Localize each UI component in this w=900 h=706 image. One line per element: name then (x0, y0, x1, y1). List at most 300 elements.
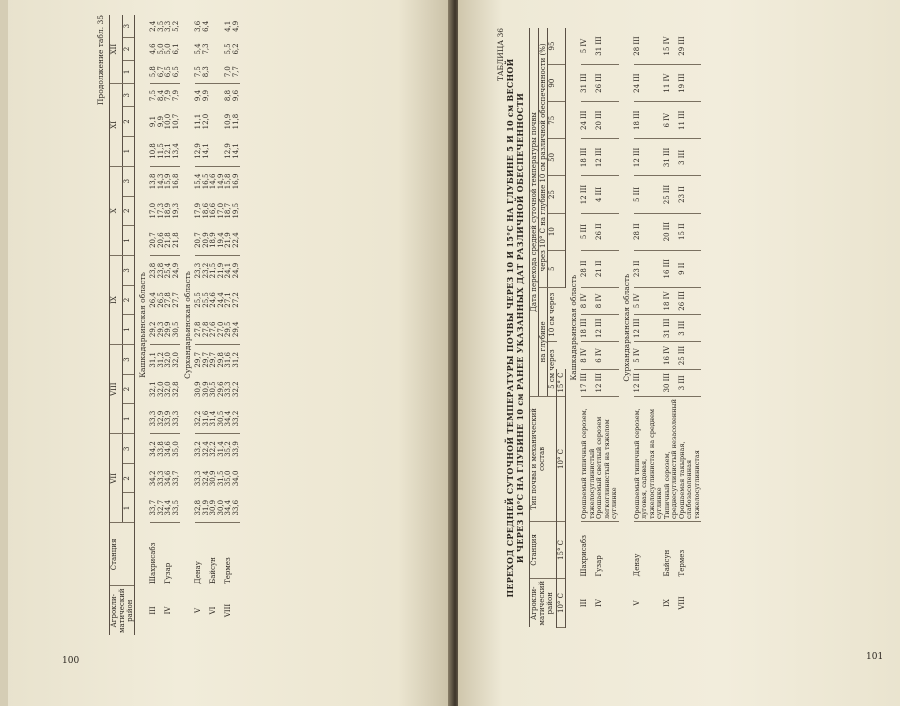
section-row (566, 28, 582, 628)
value-cell: 24,4 (216, 292, 225, 308)
value-cell: 34,4 (165, 493, 173, 523)
decade-header: 1 (122, 225, 135, 255)
probability-column: 25 (548, 176, 566, 213)
value-cell: 5,0 (164, 43, 172, 55)
value-cell: 9,9 (156, 115, 165, 128)
date-cell: 31 III (664, 139, 679, 176)
value-cell: 8,8 (224, 89, 232, 102)
region-cell: IX (662, 599, 671, 607)
value-cell: 30,9 (210, 493, 218, 523)
table-row (679, 28, 702, 628)
value-cell: 31,6 (224, 352, 232, 368)
value-cell: 14,9 (216, 173, 225, 190)
value-cell: 20,9 (203, 225, 211, 255)
value-cell: 23,8 (156, 262, 165, 279)
date-cell: 28 II (634, 213, 664, 250)
value-cell: 21,5 (209, 262, 217, 279)
date-cell: 24 III (581, 102, 596, 139)
month-header: VIII (110, 345, 123, 434)
value-cell: 30,9 (201, 381, 210, 397)
soil-cell: Орошаемая такырная, слабозасоленная тяжелосуглинистая (679, 396, 702, 521)
value-cell: 7,0 (225, 60, 233, 83)
value-cell: 8,3 (203, 60, 211, 83)
date-cell: 9 II (679, 250, 702, 287)
value-cell (210, 136, 218, 166)
region-cell (173, 586, 181, 635)
station-cell: Байсун (209, 557, 217, 584)
value-cell: 3,3 (164, 20, 172, 32)
value-cell: 5,4 (194, 43, 202, 55)
value-cell: 34,0 (231, 470, 240, 487)
value-cell: 3,5 (156, 20, 165, 32)
value-cell: 7,5 (149, 89, 157, 102)
date-cell: 8 IV (581, 342, 596, 369)
value-cell: 26,5 (156, 292, 165, 308)
value-cell: 29,7 (209, 352, 217, 368)
value-cell: 23,2 (201, 262, 210, 279)
value-cell: 29,5 (225, 315, 233, 345)
value-cell (210, 38, 218, 61)
table-row (233, 15, 241, 635)
date-cell: 31 III (596, 28, 619, 65)
value-cell: 29,9 (165, 315, 173, 345)
month-header: X (110, 166, 123, 255)
value-cell: 27,8 (203, 315, 211, 345)
value-cell: 11,1 (194, 113, 202, 130)
probability-column: 5 (548, 250, 566, 287)
value-cell: 6,4 (201, 20, 210, 32)
region-cell: IV (164, 606, 172, 615)
station-cell: Гузар (164, 562, 172, 584)
value-cell: 20,7 (195, 225, 203, 255)
value-cell: 10,0 (164, 113, 172, 130)
probability-column: 90 (548, 65, 566, 102)
value-cell: 17,3 (156, 202, 165, 219)
value-cell: 9,6 (231, 89, 240, 102)
value-cell: 27,0 (218, 315, 226, 345)
month-header: IX (110, 255, 123, 344)
value-cell: 7,5 (195, 60, 203, 83)
value-cell: 6,5 (173, 60, 181, 83)
date-cell: 16 IV (664, 342, 679, 369)
date-cell: 23 II (634, 250, 664, 287)
value-cell: 35,0 (224, 470, 232, 487)
section-row (135, 15, 151, 635)
value-cell: 6,7 (158, 60, 166, 83)
date-cell: 18 IV (664, 287, 679, 314)
value-cell: 32,9 (158, 404, 166, 434)
date-cell: 18 III (581, 139, 596, 176)
soil-cell: Орошаемый светлый серозем легкоглинистый на тяжелом суглинке (596, 396, 619, 521)
value-cell: 35,0 (171, 441, 180, 457)
value-cell: 29,3 (158, 315, 166, 345)
date-cell: 26 III (679, 287, 702, 314)
value-cell: 16,6 (209, 202, 217, 219)
value-cell: 13,4 (173, 136, 181, 166)
station-cell: Байсун (662, 549, 671, 577)
value-cell: 17,0 (149, 202, 157, 219)
value-cell: 4,1 (224, 20, 232, 32)
value-cell (210, 107, 218, 136)
value-cell (210, 84, 218, 107)
month-header: XII (110, 15, 123, 84)
value-cell: 24,6 (209, 292, 217, 308)
value-cell: 27,6 (210, 315, 218, 345)
probability-column: 75 (548, 102, 566, 139)
value-cell: 32,4 (201, 470, 210, 487)
decade-header: 1 (122, 493, 135, 523)
region-cell: IV (595, 599, 603, 607)
value-cell: 27,1 (224, 292, 232, 308)
date-cell: 25 III (679, 342, 702, 369)
decade-header: 2 (122, 375, 135, 404)
value-cell (210, 15, 218, 38)
value-cell: 20,6 (158, 225, 166, 255)
right-page-number: 101 (866, 652, 884, 662)
value-cell: 7,7 (233, 60, 241, 83)
table-label: ТАБЛИЦА 36 (496, 28, 505, 82)
decade-header: 1 (122, 60, 135, 83)
table-row (596, 28, 619, 628)
value-cell: 6,1 (171, 43, 180, 55)
region-column-header: Агрокли-матический район (110, 586, 135, 635)
value-cell: 30,9 (194, 381, 202, 397)
date-cell: 5 IV (581, 28, 596, 65)
date-cell: 5 III (581, 213, 596, 250)
value-cell: 25,4 (164, 262, 172, 279)
value-cell: 31,4 (210, 404, 218, 434)
date-cell: 28 III (634, 28, 664, 65)
table-row (634, 28, 664, 628)
value-cell: 9,9 (201, 89, 210, 102)
date-cell: 20 III (596, 102, 619, 139)
value-cell: 31,4 (216, 441, 225, 457)
value-cell: 31,2 (156, 352, 165, 368)
value-cell: 23,8 (149, 262, 157, 279)
value-cell: 14,3 (156, 173, 165, 190)
section-title: Кашкадарьинская область (569, 274, 578, 381)
value-cell: 8,4 (156, 89, 165, 102)
region-cell: V (194, 607, 202, 614)
soil-header: Тип почвы и механический состав (530, 396, 557, 521)
value-cell: 6,5 (165, 60, 173, 83)
section-row (619, 28, 634, 628)
region-cell: VIII (677, 596, 686, 610)
value-cell: 15,4 (194, 173, 202, 190)
temp-header: 10° С (557, 396, 566, 521)
value-cell: 10,9 (224, 113, 232, 130)
date-group-header: Дата перехода средней суточной температуры почвы (530, 28, 539, 396)
left-table-rotated (96, 15, 240, 635)
value-cell: 33,3 (224, 381, 232, 397)
station-cell: Шахрисабз (149, 542, 157, 584)
value-cell: 26,4 (149, 292, 157, 308)
section-title: Кашкадарьинская область (138, 272, 147, 378)
value-cell: 34,6 (164, 441, 172, 457)
decade-header: 2 (122, 107, 135, 136)
date-cell: 24 III (634, 65, 664, 102)
temp-header: 10° С (557, 578, 566, 627)
date-cell: 12 III (596, 315, 619, 342)
value-cell: 32,0 (164, 381, 172, 397)
value-cell: 12,1 (165, 136, 173, 166)
date-cell: 12 III (634, 139, 664, 176)
value-cell: 33,3 (156, 470, 165, 487)
month-header: VII (110, 434, 123, 523)
decade-header: 2 (122, 285, 135, 314)
value-cell: 2,4 (149, 20, 157, 32)
value-cell: 5,2 (171, 20, 180, 32)
value-cell: 29,7 (194, 352, 202, 368)
decade-header: 2 (122, 38, 135, 61)
date-cell: 12 III (581, 176, 596, 213)
value-cell: 3,6 (194, 20, 202, 32)
depth5-header: 5 см через (548, 342, 557, 397)
value-cell: 33,2 (233, 404, 241, 434)
value-cell: 11,5 (158, 136, 166, 166)
right-data-table (529, 28, 701, 628)
value-cell: 21,8 (173, 225, 181, 255)
value-cell: 19,3 (171, 202, 180, 219)
value-cell: 32,0 (156, 381, 165, 397)
value-cell: 35,2 (224, 441, 232, 457)
continuation-label: Продолжение табл. 35 (96, 15, 105, 106)
date-cell: 6 IV (596, 342, 619, 369)
date-cell: 31 III (664, 315, 679, 342)
value-cell: 32,2 (231, 381, 240, 397)
decade-header: 1 (122, 404, 135, 434)
value-cell: 30,5 (209, 381, 217, 397)
region-cell (233, 586, 241, 635)
value-cell: 31,5 (216, 470, 225, 487)
value-cell: 19,4 (218, 225, 226, 255)
date-cell: 20 III (664, 213, 679, 250)
soil-cell: Орошаемый типичный серозем, тяжелосуглинистый (581, 396, 596, 521)
date-cell: 21 II (596, 250, 619, 287)
value-cell: 24,9 (171, 262, 180, 279)
table-title-line-2: И ЧЕРЕЗ 10°С НА ГЛУБИНЕ 10 см РАНЕЕ УКАЗАННЫХ ДАТ РАЗЛИЧНОЙ ОБЕСПЕЧЕННОСТИ (515, 92, 525, 564)
decade-header: 3 (122, 434, 135, 464)
value-cell: 5,8 (150, 60, 158, 83)
decade-header: 2 (122, 196, 135, 225)
section-title: Сурхандарьинская область (621, 273, 631, 382)
value-cell: 27,8 (195, 315, 203, 345)
value-cell: 24,1 (224, 262, 232, 279)
value-cell: 25,5 (201, 292, 210, 308)
value-cell: 27,8 (164, 292, 172, 308)
value-cell: 25,5 (194, 292, 202, 308)
value-cell: 32,2 (195, 404, 203, 434)
value-cell: 33,9 (165, 404, 173, 434)
date-cell: 12 III (634, 315, 664, 342)
right-page (458, 0, 900, 706)
date-cell: 26 II (596, 213, 619, 250)
date-cell: 11 IV (664, 65, 679, 102)
value-cell: 33,7 (150, 493, 158, 523)
temp-header: 15° С (557, 369, 566, 396)
value-cell: 32,8 (171, 381, 180, 397)
value-cell: 14,1 (203, 136, 211, 166)
value-cell: 20,7 (150, 225, 158, 255)
station-cell: Шахрисабз (580, 535, 588, 577)
date-cell: 29 III (679, 28, 702, 65)
station-cell: Термез (224, 557, 232, 584)
value-cell: 33,3 (194, 470, 202, 487)
value-cell: 21,9 (216, 262, 225, 279)
value-cell: 31,2 (231, 352, 240, 368)
station-column-header: Станция (110, 523, 135, 586)
table-title-line-1: ПЕРЕХОД СРЕДНЕЙ СУТОЧНОЙ ТЕМПЕРАТУРЫ ПОЧВЫ ЧЕРЕЗ 10 И 15°С НА ГЛУБИНЕ 5 И 10 см ВЕСНОЙ (505, 58, 515, 598)
value-cell: 31,9 (203, 493, 211, 523)
station-cell: Гузар (595, 555, 603, 577)
value-cell: 31,1 (149, 352, 157, 368)
station-cell: Денау (632, 553, 641, 577)
value-cell: 16,9 (231, 173, 240, 190)
value-cell: 18,7 (224, 202, 232, 219)
section-row (180, 15, 195, 635)
date-cell: 12 III (596, 369, 619, 396)
section-title: Сурхандарьинская область (183, 271, 192, 379)
value-cell: 33,3 (173, 404, 181, 434)
date-cell: 30 III (664, 369, 679, 396)
value-cell: 34,6 (164, 470, 172, 487)
value-cell: 29,4 (233, 315, 241, 345)
value-cell: 32,0 (164, 352, 172, 368)
value-cell: 34,2 (149, 441, 157, 457)
decade-header: 3 (122, 345, 135, 375)
date-cell: 25 III (664, 176, 679, 213)
region-cell: V (632, 600, 641, 606)
date-cell: 3 III (679, 315, 702, 342)
value-cell: 16,8 (171, 173, 180, 190)
page-edge (0, 0, 8, 706)
value-cell: 32,4 (201, 441, 210, 457)
station-cell: Денау (194, 561, 202, 584)
station-cell (173, 523, 181, 586)
date-cell: 26 III (596, 65, 619, 102)
date-cell: 16 III (664, 250, 679, 287)
value-cell: 21,9 (225, 225, 233, 255)
value-cell: 34,4 (225, 493, 233, 523)
value-cell: 5,5 (224, 43, 232, 55)
value-cell: 15,8 (224, 173, 232, 190)
value-cell: 12,0 (201, 113, 210, 130)
value-cell: 14,1 (233, 136, 241, 166)
probability-column: 10 (548, 213, 566, 250)
value-cell: 33,9 (231, 441, 240, 457)
date-cell: 17 III (581, 369, 596, 396)
date-cell: 4 III (596, 176, 619, 213)
value-cell: 29,8 (216, 352, 225, 368)
value-cell: 33,7 (171, 470, 180, 487)
value-cell: 7,9 (171, 89, 180, 102)
date-cell: 6 IV (664, 102, 679, 139)
value-cell: 16,5 (201, 173, 210, 190)
region-cell: VI (209, 606, 217, 615)
table-row (581, 28, 596, 628)
value-cell: 11,8 (231, 113, 240, 130)
value-cell: 17,9 (194, 202, 202, 219)
date-cell: 15 IV (664, 28, 679, 65)
decade-header: 1 (122, 315, 135, 345)
decade-header: 3 (122, 84, 135, 107)
value-cell: 7,3 (201, 43, 210, 55)
decade-header: 3 (122, 255, 135, 285)
value-cell: 23,3 (194, 262, 202, 279)
value-cell: 27,7 (171, 292, 180, 308)
value-cell (210, 60, 218, 83)
date-cell: 5 IV (634, 287, 664, 314)
value-cell: 17,0 (216, 202, 225, 219)
depth10-header: 10 см через (548, 287, 557, 342)
value-cell: 21,8 (165, 225, 173, 255)
depth-subheader: на глубине (539, 287, 548, 396)
value-cell: 33,3 (150, 404, 158, 434)
value-cell: 24,9 (231, 262, 240, 279)
date-cell: 12 III (634, 369, 664, 396)
value-cell: 9,4 (194, 89, 202, 102)
station-cell (233, 523, 241, 586)
temp-header: 15° С (557, 521, 566, 578)
date-cell: 19 III (679, 65, 702, 102)
soil-cell: Типичный серозем, среднесуглинистый незасоленный (664, 396, 679, 521)
date-cell: 23 II (679, 176, 702, 213)
value-cell: 18,9 (210, 225, 218, 255)
probability-column: 50 (548, 139, 566, 176)
value-cell: 31,6 (203, 404, 211, 434)
month-header: XI (110, 84, 123, 167)
decade-header: 1 (122, 136, 135, 166)
value-cell: 4,6 (149, 43, 157, 55)
value-cell: 4,9 (231, 20, 240, 32)
date-cell: 8 IV (581, 287, 596, 314)
value-cell: 7,9 (164, 89, 172, 102)
left-data-table (109, 15, 240, 635)
value-cell: 12,9 (195, 136, 203, 166)
r-station-header: Станция (530, 521, 557, 578)
table-row (173, 15, 181, 635)
decade-header: 3 (122, 166, 135, 196)
value-cell: 34,2 (149, 470, 157, 487)
value-cell: 32,2 (209, 441, 217, 457)
r-region-header: Агрокли-матический район (530, 578, 557, 627)
probability-header: через 10° С на глубине 10 см различной обеспеченности (%) (539, 28, 548, 287)
value-cell: 32,7 (158, 493, 166, 523)
date-cell: 8 IV (596, 287, 619, 314)
value-cell: 30,5 (173, 315, 181, 345)
value-cell: 33,2 (194, 441, 202, 457)
region-cell: VIII (224, 603, 232, 618)
value-cell: 13,8 (149, 173, 157, 190)
station-cell: Термез (677, 549, 686, 577)
value-cell: 32,1 (149, 381, 157, 397)
left-page-number: 100 (62, 656, 80, 666)
region-cell: III (580, 598, 588, 608)
value-cell: 22,4 (233, 225, 241, 255)
date-cell: 18 III (634, 102, 664, 139)
value-cell: 33,8 (156, 441, 165, 457)
right-table-rotated (496, 28, 701, 628)
date-cell: 3 III (679, 369, 702, 396)
date-cell: 31 III (581, 65, 596, 102)
decade-header: 3 (122, 15, 135, 38)
value-cell: 34,4 (225, 404, 233, 434)
date-cell: 11 III (679, 102, 702, 139)
value-cell: 6,2 (231, 43, 240, 55)
decade-header: 2 (122, 464, 135, 493)
probability-column: 95 (548, 28, 566, 65)
value-cell: 30,5 (218, 404, 226, 434)
